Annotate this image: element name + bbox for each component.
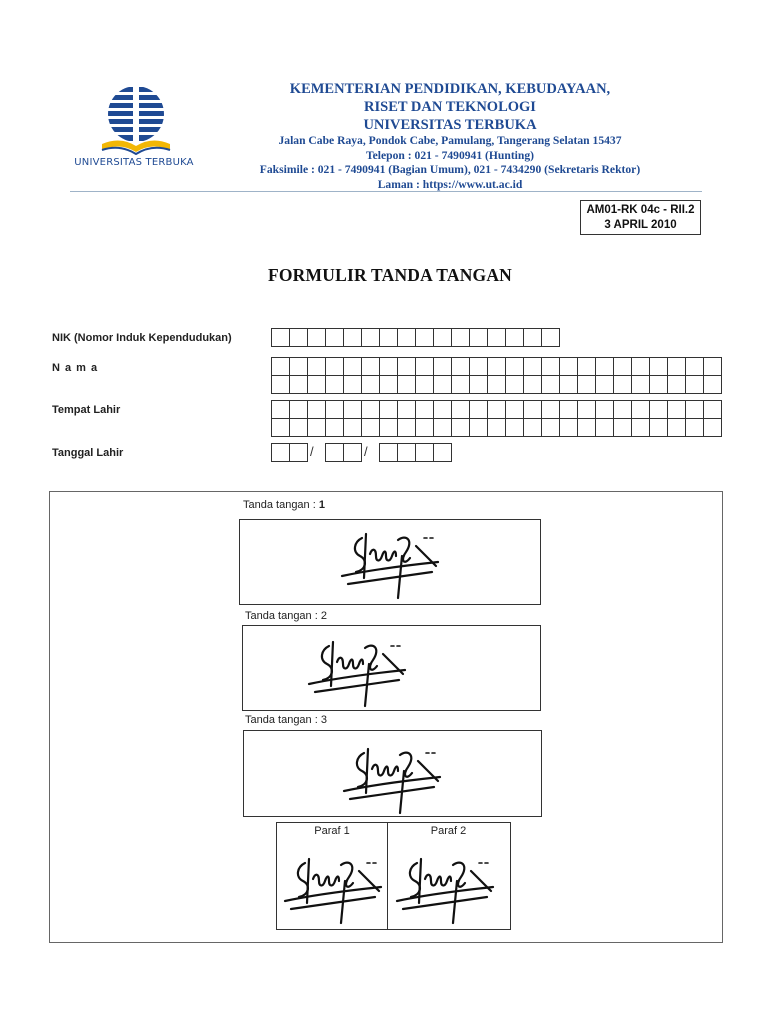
char-cell[interactable] [344,376,362,394]
char-cell[interactable] [344,401,362,419]
char-cell[interactable] [380,376,398,394]
char-cell[interactable] [452,419,470,437]
ut-emblem-icon [96,84,176,158]
char-cell[interactable] [560,376,578,394]
char-cell[interactable] [452,376,470,394]
document-code: AM01-RK 04c - RII.2 [586,204,695,216]
char-cell[interactable] [632,358,650,376]
char-cell[interactable] [506,358,524,376]
char-cell[interactable] [632,419,650,437]
char-cell[interactable] [686,419,704,437]
char-cell[interactable] [470,358,488,376]
char-cell[interactable] [686,358,704,376]
char-cell[interactable] [326,376,344,394]
char-cell[interactable] [632,376,650,394]
char-cell[interactable] [668,358,686,376]
char-cell[interactable] [650,376,668,394]
char-cell[interactable] [308,329,326,347]
char-cell[interactable] [362,358,380,376]
ministry-line-2: RISET DAN TEKNOLOGI [364,99,536,115]
char-cell[interactable] [650,419,668,437]
char-cell[interactable] [434,401,452,419]
char-cell[interactable] [416,419,434,437]
char-cell[interactable] [380,329,398,347]
char-cell[interactable] [434,358,452,376]
char-cell[interactable] [416,401,434,419]
signature-1-label [243,499,325,511]
char-cell[interactable] [470,329,488,347]
char-cell[interactable] [416,444,434,462]
char-cell[interactable] [506,401,524,419]
char-cell[interactable] [686,376,704,394]
char-cell[interactable] [326,419,344,437]
char-cell[interactable] [578,376,596,394]
char-cell[interactable] [326,444,344,462]
university-logo [96,84,176,158]
nik-label: NIK (Nomor Induk Kependudukan) [52,332,232,344]
char-cell[interactable] [578,401,596,419]
char-cell[interactable] [380,358,398,376]
website: Laman : https://www.ut.ac.id [377,177,523,191]
char-cell[interactable] [290,358,308,376]
char-cell[interactable] [488,419,506,437]
phone: Telepon : 021 - 7490941 (Hunting) [365,148,535,162]
char-cell[interactable] [272,401,290,419]
logo-caption: UNIVERSITAS TERBUKA [74,157,194,168]
document-date: 3 APRIL 2010 [604,219,677,231]
handwritten-signature-icon [342,741,452,817]
char-cell[interactable] [290,376,308,394]
char-cell[interactable] [344,329,362,347]
char-cell[interactable] [524,419,542,437]
char-cell[interactable] [416,358,434,376]
char-cell[interactable] [524,376,542,394]
birth-month-field[interactable] [325,443,362,462]
university-name: UNIVERSITAS TERBUKA [363,117,537,133]
char-cell[interactable] [290,401,308,419]
char-cell[interactable] [650,358,668,376]
char-cell[interactable] [524,358,542,376]
char-cell[interactable] [326,329,344,347]
char-cell[interactable] [344,358,362,376]
tempat-lahir-label: Tempat Lahir [52,404,121,416]
char-cell[interactable] [488,358,506,376]
char-cell[interactable] [290,419,308,437]
char-cell[interactable] [308,376,326,394]
char-cell[interactable] [614,401,632,419]
char-cell[interactable] [650,401,668,419]
char-cell[interactable] [614,376,632,394]
char-cell[interactable] [488,329,506,347]
char-cell[interactable] [362,419,380,437]
char-cell[interactable] [398,419,416,437]
char-cell[interactable] [704,419,722,437]
char-cell[interactable] [434,444,452,462]
char-cell[interactable] [380,419,398,437]
paraf-signature-icon [395,851,495,927]
paraf-2-label: Paraf 2 [430,825,467,837]
char-cell[interactable] [668,376,686,394]
handwritten-signature-icon [340,526,450,602]
char-cell[interactable] [596,419,614,437]
char-cell[interactable] [272,358,290,376]
nama-field[interactable] [271,357,722,394]
birth-year-field[interactable] [379,443,452,462]
char-cell[interactable] [614,358,632,376]
char-cell[interactable] [434,376,452,394]
char-cell[interactable] [380,444,398,462]
tempat-lahir-field[interactable] [271,400,722,437]
char-cell[interactable] [596,358,614,376]
char-cell[interactable] [506,329,524,347]
form-title: FORMULIR TANDA TANGAN [267,265,513,285]
char-cell[interactable] [290,329,308,347]
signature-3-label: Tanda tangan : 3 [245,714,327,726]
char-cell[interactable] [398,358,416,376]
signature-2-box[interactable] [242,625,541,711]
letterhead [236,80,664,192]
signature-1-label-prefix: Tanda tangan : [243,499,319,511]
char-cell[interactable] [542,358,560,376]
char-cell[interactable] [398,376,416,394]
char-cell[interactable] [578,358,596,376]
char-cell[interactable] [272,376,290,394]
char-cell[interactable] [470,419,488,437]
char-cell[interactable] [596,401,614,419]
char-cell[interactable] [488,401,506,419]
char-cell[interactable] [416,329,434,347]
char-cell[interactable] [506,419,524,437]
char-cell[interactable] [560,419,578,437]
char-cell[interactable] [398,401,416,419]
char-cell[interactable] [434,329,452,347]
paraf-1-label: Paraf 1 [314,825,350,837]
char-cell[interactable] [668,401,686,419]
char-cell[interactable] [470,376,488,394]
ministry-line-1: KEMENTERIAN PENDIDIKAN, KEBUDAYAAN, [289,81,611,97]
char-cell[interactable] [578,419,596,437]
char-cell[interactable] [506,376,524,394]
char-cell[interactable] [704,376,722,394]
char-cell[interactable] [380,401,398,419]
char-cell[interactable] [560,401,578,419]
tanggal-lahir-label: Tanggal Lahir [52,447,124,459]
char-cell[interactable] [290,444,308,462]
paraf-1-cell[interactable] [277,823,388,929]
char-cell[interactable] [362,329,380,347]
char-cell[interactable] [326,358,344,376]
birth-day-field[interactable] [271,443,308,462]
char-cell[interactable] [308,401,326,419]
char-cell[interactable] [452,401,470,419]
paraf-2-cell[interactable] [387,823,510,929]
date-separator-1: / [310,444,314,459]
date-separator-2: / [364,444,368,459]
char-cell[interactable] [542,376,560,394]
char-cell[interactable] [398,329,416,347]
char-cell[interactable] [416,376,434,394]
char-cell[interactable] [614,419,632,437]
signature-1-number: 1 [318,499,325,511]
signature-3-box[interactable] [243,730,542,817]
char-cell[interactable] [344,444,362,462]
char-cell[interactable] [542,329,560,347]
char-cell[interactable] [326,401,344,419]
nik-field[interactable] [271,328,560,347]
char-cell[interactable] [272,444,290,462]
signature-2-label: Tanda tangan : 2 [245,610,327,622]
char-cell[interactable] [668,419,686,437]
nama-label: N a m a [52,362,99,374]
char-cell[interactable] [452,329,470,347]
char-cell[interactable] [452,358,470,376]
char-cell[interactable] [542,401,560,419]
char-cell[interactable] [470,401,488,419]
char-cell[interactable] [362,376,380,394]
char-cell[interactable] [398,444,416,462]
char-cell[interactable] [704,358,722,376]
char-cell[interactable] [362,401,380,419]
document-code-box [580,200,701,235]
header-divider [70,191,702,192]
char-cell[interactable] [434,419,452,437]
char-cell[interactable] [272,329,290,347]
char-cell[interactable] [596,376,614,394]
paraf-signature-icon [283,851,383,927]
signature-1-box[interactable] [239,519,541,605]
address: Jalan Cabe Raya, Pondok Cabe, Pamulang, Tangerang Selatan 15437 [278,134,622,147]
char-cell[interactable] [686,401,704,419]
char-cell[interactable] [524,401,542,419]
fax: Faksimile : 021 - 7490941 (Bagian Umum), 021 - 7434290 (Sekretaris Rektor) [259,163,641,176]
char-cell[interactable] [344,419,362,437]
char-cell[interactable] [560,358,578,376]
char-cell[interactable] [308,419,326,437]
char-cell[interactable] [308,358,326,376]
char-cell[interactable] [524,329,542,347]
char-cell[interactable] [704,401,722,419]
char-cell[interactable] [272,419,290,437]
char-cell[interactable] [488,376,506,394]
char-cell[interactable] [632,401,650,419]
paraf-table [276,822,511,930]
char-cell[interactable] [542,419,560,437]
handwritten-signature-icon [307,634,417,710]
